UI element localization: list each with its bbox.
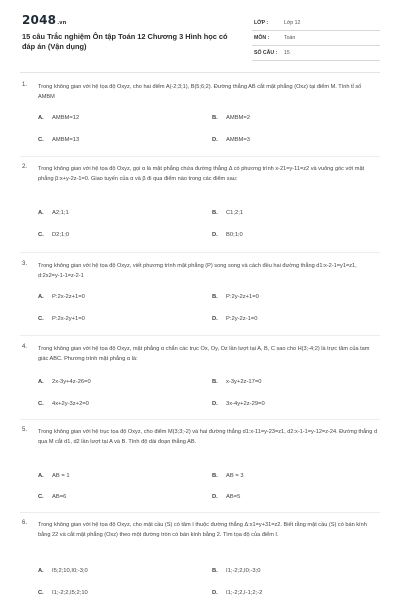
option-d[interactable] <box>212 316 257 322</box>
option-d[interactable] <box>212 494 240 500</box>
option-b[interactable] <box>212 115 250 121</box>
option-letter: D. <box>212 232 218 238</box>
option-c[interactable] <box>38 232 69 238</box>
meta-row-count <box>252 46 380 61</box>
question-number: 4. <box>22 344 28 350</box>
option-a[interactable] <box>38 473 70 479</box>
question-number: 2. <box>22 164 28 170</box>
header-divider <box>20 72 380 73</box>
option-letter: C. <box>38 137 44 143</box>
meta-value: Toán <box>284 35 296 41</box>
option-letter: D. <box>212 316 218 322</box>
option-text: AB=5 <box>226 494 241 500</box>
option-a[interactable] <box>38 294 85 300</box>
option-letter: C. <box>38 590 44 596</box>
question-divider <box>20 512 380 513</box>
option-letter: A. <box>38 379 44 385</box>
option-text: P:2x-2z+1=0 <box>52 294 85 300</box>
option-letter: A. <box>38 115 44 121</box>
meta-value: Lớp 12 <box>284 20 301 26</box>
option-c[interactable] <box>38 401 89 407</box>
document-title: 15 câu Trắc nghiệm Ôn tập Toán 12 Chương 3 Hình học có đáp án (Vận dụng) <box>22 32 228 51</box>
logo-text: 2048 <box>22 13 57 27</box>
option-c[interactable] <box>38 590 88 596</box>
option-a[interactable] <box>38 115 79 121</box>
option-d[interactable] <box>212 590 262 596</box>
question-text: Trong không gian với hệ tọa độ Oxyz, cho hai điểm A(-2;3;1), B(5;6;2). Đường thẳng AB cắt mặt phẳng (Oxz) tại điểm M. Tính tỉ số AMBM <box>38 84 362 100</box>
option-letter: D. <box>212 494 218 500</box>
option-text: I1;-2;2,I5;2;10 <box>52 590 88 596</box>
question-number: 3. <box>22 261 28 267</box>
question-text: Trong không gian với hệ tọa độ Oxyz, viết phương trình mặt phẳng (P) song song và cách đều hai đường thẳng d1:x-2-1=y1=z1, d:2x2=y-1-1=z-2-1 <box>38 263 357 279</box>
option-text: AB = 3 <box>226 473 244 479</box>
option-text: B0;1;0 <box>226 232 243 238</box>
option-text: D2;1;0 <box>52 232 70 238</box>
option-c[interactable] <box>38 316 85 322</box>
meta-row-subject <box>252 31 380 46</box>
option-text: AMBM=3 <box>226 137 250 143</box>
option-letter: D. <box>212 590 218 596</box>
option-c[interactable] <box>38 137 79 143</box>
option-text: 4x+2y-3z+2=0 <box>52 401 89 407</box>
meta-value: 15 <box>284 50 290 56</box>
option-b[interactable] <box>212 473 244 479</box>
option-d[interactable] <box>212 137 250 143</box>
option-text: I5;2;10,I0;-3;0 <box>52 568 88 574</box>
option-a[interactable] <box>38 379 91 385</box>
meta-label: LỚP : <box>254 20 269 26</box>
option-a[interactable] <box>38 210 69 216</box>
question-divider <box>20 156 380 157</box>
option-letter: D. <box>212 401 218 407</box>
option-text: x-3y+2z-17=0 <box>226 379 262 385</box>
option-text: AMBM=12 <box>52 115 80 121</box>
option-text: 3x-4y+2z-29=0 <box>226 401 265 407</box>
question-number: 1. <box>22 82 28 88</box>
meta-label: MÔN : <box>254 35 270 41</box>
question-text: Trong không gian với hệ tọa độ Oxyz, mặt phẳng α chắn các trục Ox, Oy, Oz lần lượt tại A, B, C sao cho H(3;-4;2) là trực tâm của tam giác ABC. Phương trình mặt phẳng α là: <box>38 346 370 362</box>
option-d[interactable] <box>212 401 265 407</box>
option-letter: B. <box>212 379 218 385</box>
option-letter: C. <box>38 232 44 238</box>
option-letter: A. <box>38 568 44 574</box>
option-letter: B. <box>212 115 218 121</box>
option-letter: D. <box>212 137 218 143</box>
option-b[interactable] <box>212 294 259 300</box>
option-b[interactable] <box>212 379 261 385</box>
option-text: A2;1;1 <box>52 210 69 216</box>
question-text: Trong không gian với hệ tọa độ Oxyz, gọi α là mặt phẳng chứa đường thẳng Δ có phương trình x-21=y-11=z2 và vuông góc với mặt phẳng β:x+y-2z-1=0. Giao tuyến của α và β đi qua điểm nào trong các điểm sau: <box>38 166 365 182</box>
meta-row-class <box>252 16 380 31</box>
option-letter: B. <box>212 210 218 216</box>
option-text: I1;-2;2,I-1;2;-2 <box>226 590 263 596</box>
option-c[interactable] <box>38 494 66 500</box>
option-text: P:2y-2z+1=0 <box>226 294 259 300</box>
site-logo[interactable] <box>22 13 67 27</box>
option-letter: B. <box>212 568 218 574</box>
option-letter: A. <box>38 294 44 300</box>
option-text: AMBM=13 <box>52 137 80 143</box>
option-text: C1;2;1 <box>226 210 244 216</box>
option-letter: A. <box>38 473 44 479</box>
meta-table <box>252 16 380 61</box>
option-text: AMBM=2 <box>226 115 250 121</box>
option-letter: B. <box>212 473 218 479</box>
question-number: 5. <box>22 427 28 433</box>
question-text: Trong không gian với hệ trục tọa độ Oxyz, cho điểm M(3;3;-2) và hai đường thẳng d1:x-11=y-23=z1, d2:x-1-1=y-12=z-24. Đường thẳng d qua M cắt d1, d2 lần lượt tại A và B. Tính độ dài đoạn thẳng AB. <box>38 429 378 445</box>
option-letter: C. <box>38 494 44 500</box>
meta-label: SỐ CÂU : <box>254 50 278 56</box>
option-text: 2x-3y+4z-26=0 <box>52 379 91 385</box>
question-divider <box>20 335 380 336</box>
question-text: Trong không gian với hệ tọa độ Oxyz, cho mặt cầu (S) có tâm I thuộc đường thẳng Δ:x1=y+31=z2. Biết rằng mặt cầu (S) có bán kính bằng 22 và cắt mặt phẳng (Oxz) theo một đường tròn có bán kính bằng 2. Tìm tọa độ của điểm I. <box>38 522 367 538</box>
option-letter: B. <box>212 294 218 300</box>
logo-suffix: .vn <box>57 20 67 26</box>
option-text: P:2x-2y+1=0 <box>52 316 85 322</box>
option-letter: C. <box>38 316 44 322</box>
option-text: AB = 1 <box>52 473 70 479</box>
option-letter: A. <box>38 210 44 216</box>
question-divider <box>20 419 380 420</box>
option-letter: C. <box>38 401 44 407</box>
option-text: AB=6 <box>52 494 67 500</box>
option-text: I1;-2;2,I0;-3;0 <box>226 568 261 574</box>
option-a[interactable] <box>38 568 88 574</box>
option-b[interactable] <box>212 210 243 216</box>
option-d[interactable] <box>212 232 243 238</box>
question-divider <box>20 252 380 253</box>
option-b[interactable] <box>212 568 260 574</box>
question-number: 6. <box>22 520 28 526</box>
option-text: P:2y-2z-1=0 <box>226 316 258 322</box>
